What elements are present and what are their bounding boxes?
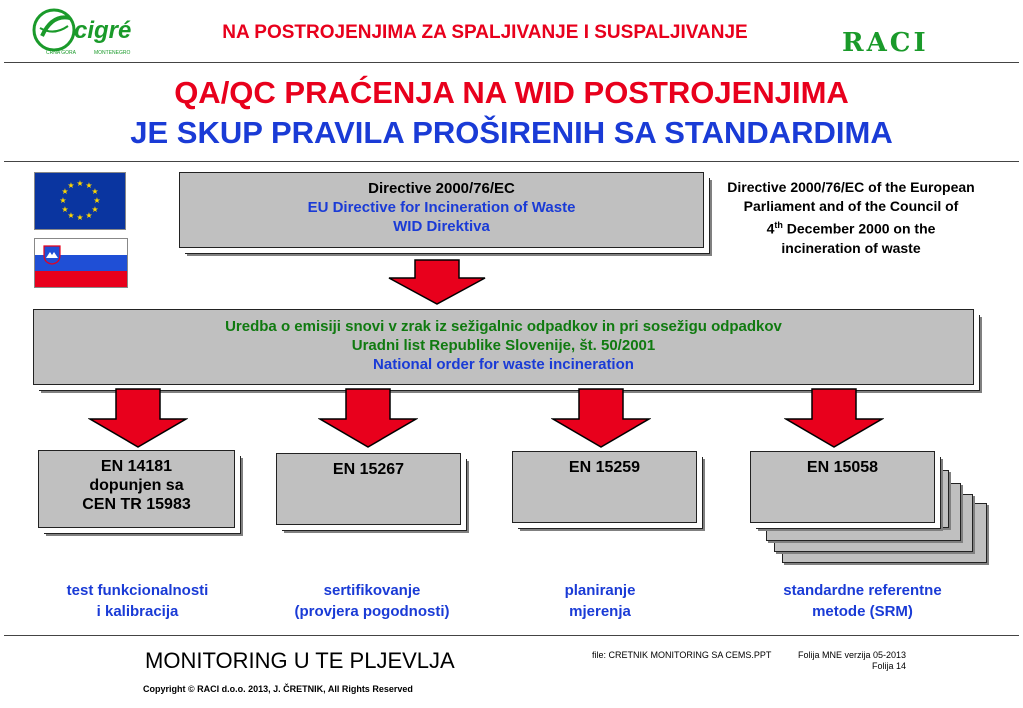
standard-box-en15259 <box>512 451 697 523</box>
standard-3-line1: EN 15259 <box>568 459 641 476</box>
label-1-line1: test funkcionalnosti <box>66 582 209 599</box>
label-4-line1: standardne referentne <box>783 582 942 599</box>
footer-title: MONITORING U TE PLJEVLJA <box>145 648 455 673</box>
note-line3: 4th December 2000 on the <box>766 220 936 237</box>
footer-version-text: Folija MNE verzija 05-2013 <box>798 650 907 660</box>
title-line2: JE SKUP PRAVILA PROŠIRENIH SA STANDARDIMA <box>130 115 893 150</box>
down-arrow-icon <box>385 256 489 306</box>
label-certification <box>262 580 482 622</box>
svg-text:★: ★ <box>85 181 93 190</box>
national-line3: National order for waste incineration <box>373 356 634 373</box>
svg-text:★: ★ <box>85 211 93 220</box>
directive-box <box>179 172 704 248</box>
directive-line2: EU Directive for Incineration of Waste <box>307 199 576 216</box>
label-2-line2: (provjera pogodnosti) <box>294 603 450 620</box>
note-line2: Parliament and of the Council of <box>743 198 959 214</box>
title-line1: QA/QC PRAĆENJA NA WID POSTROJENJIMA <box>174 75 849 110</box>
down-arrow-icon <box>784 387 884 449</box>
footer-version <box>798 650 906 672</box>
svg-text:★: ★ <box>76 179 84 188</box>
svg-text:★: ★ <box>67 211 75 220</box>
note-line1: Directive 2000/76/EC of the European <box>727 179 975 195</box>
svg-text:★: ★ <box>59 196 67 205</box>
label-1-line2: i kalibracija <box>96 603 179 620</box>
svg-text:★: ★ <box>91 205 99 214</box>
standard-1-line2: dopunjen sa <box>89 477 184 494</box>
national-line1: Uredba o emisiji snovi v zrak iz sežigalnic odpadkov in pri sosežigu odpadkov <box>225 318 782 335</box>
directive-line3: WID Direktiva <box>393 218 490 235</box>
slovenia-flag-icon <box>34 238 128 288</box>
national-order-box <box>33 309 974 385</box>
label-3-line2: mjerenja <box>569 603 631 620</box>
standard-box-en14181 <box>38 450 235 528</box>
footer-page-number: Folija 14 <box>872 661 907 671</box>
standard-1-line1: EN 14181 <box>100 458 173 475</box>
standard-box-en15058 <box>750 451 935 523</box>
svg-text:★: ★ <box>61 205 69 214</box>
down-arrow-icon <box>551 387 651 449</box>
directive-note <box>706 178 996 258</box>
label-test <box>30 580 245 622</box>
raci-logo: RACI <box>842 28 929 58</box>
svg-text:CRNA GORA: CRNA GORA <box>46 50 77 56</box>
directive-line1: Directive 2000/76/EC <box>368 180 515 197</box>
national-line2: Uradni list Republike Slovenije, št. 50/2001 <box>351 337 656 354</box>
svg-text:cigré: cigré <box>74 17 132 44</box>
svg-text:★: ★ <box>67 181 75 190</box>
label-4-line2: metode (SRM) <box>812 603 913 620</box>
note-line4: incineration of waste <box>781 239 921 256</box>
svg-text:★: ★ <box>91 187 99 196</box>
label-srm <box>750 580 975 622</box>
footer-divider <box>4 635 1019 636</box>
header-divider <box>4 62 1019 63</box>
copyright: Copyright © RACI d.o.o. 2013, J. ČRETNIK, All Rights Reserved <box>143 684 413 694</box>
svg-text:MONTENEGRO: MONTENEGRO <box>94 50 131 56</box>
label-2-line1: sertifikovanje <box>323 582 421 599</box>
label-3-line1: planiranje <box>564 582 636 599</box>
eu-flag-icon <box>34 172 126 230</box>
svg-text:★: ★ <box>61 187 69 196</box>
standard-1-line3: CEN TR 15983 <box>82 496 191 513</box>
svg-text:★: ★ <box>93 196 101 205</box>
svg-text:★: ★ <box>76 213 84 222</box>
title-divider <box>4 161 1019 162</box>
standard-4-line1: EN 15058 <box>806 459 879 476</box>
down-arrow-icon <box>318 387 418 449</box>
standard-box-en15267 <box>276 453 461 525</box>
cigre-logo <box>30 6 145 58</box>
standard-2-line1: EN 15267 <box>332 461 405 478</box>
down-arrow-icon <box>88 387 188 449</box>
label-planning <box>520 580 680 622</box>
header-title: NA POSTROJENJIMA ZA SPALJIVANJE I SUSPALJIVANJE <box>222 22 748 43</box>
footer-file: file: CRETNIK MONITORING SA CEMS.PPT <box>592 650 772 660</box>
